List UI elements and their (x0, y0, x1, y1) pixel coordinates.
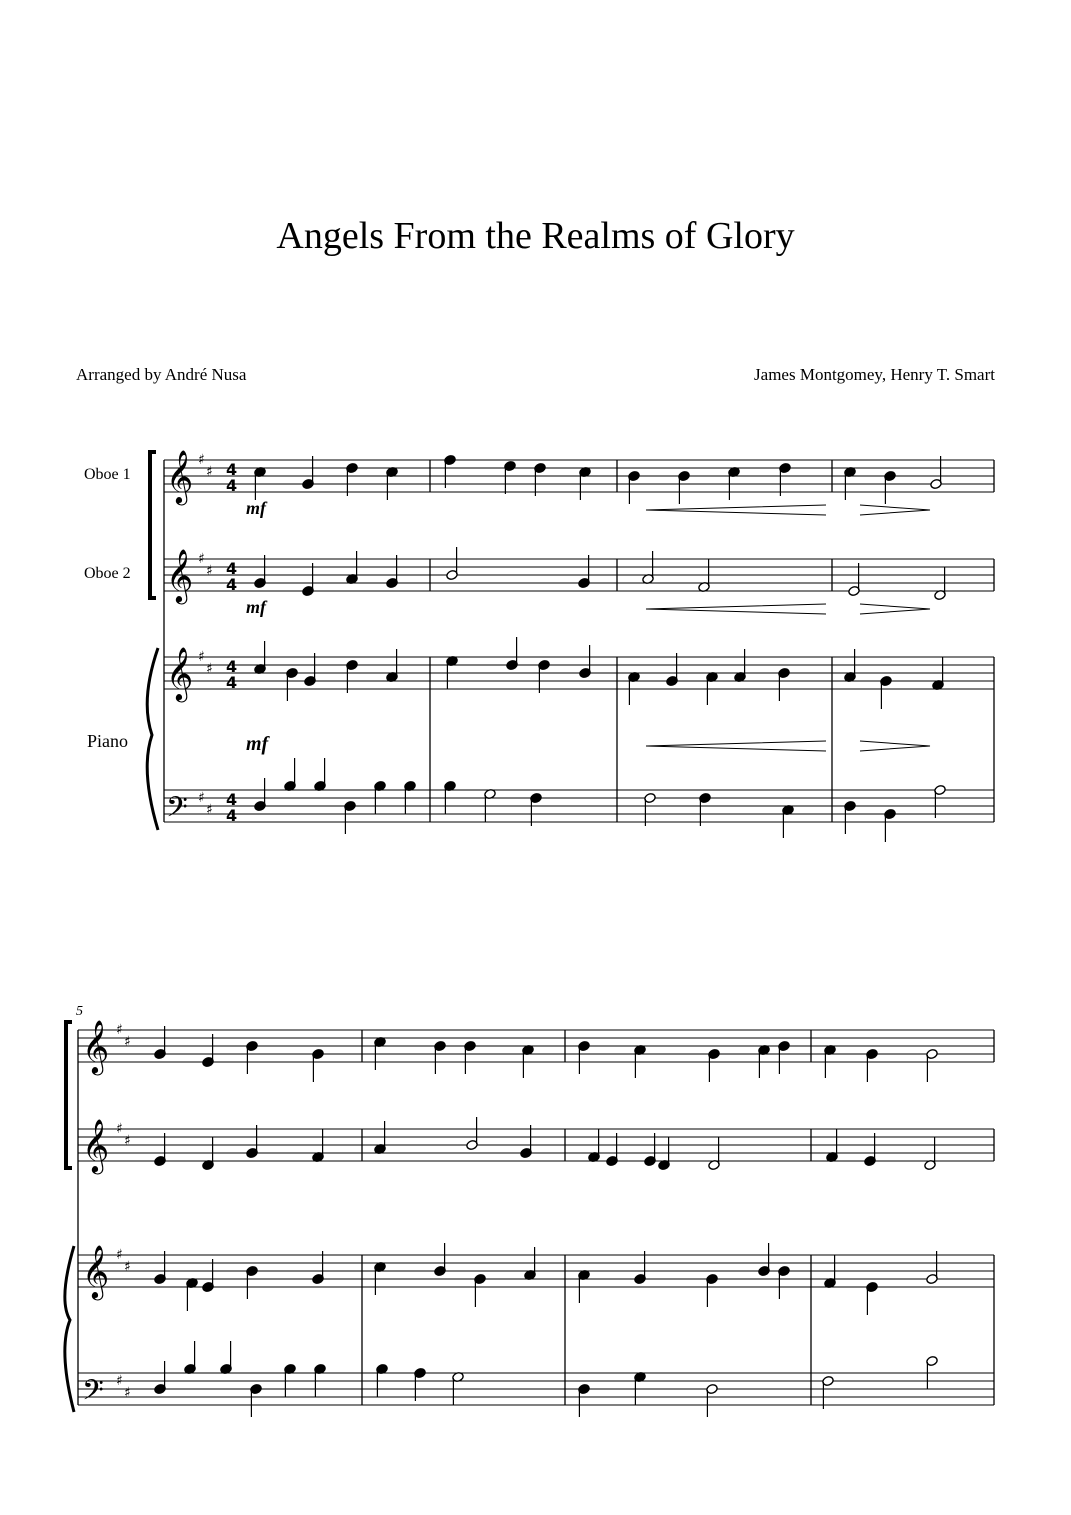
sharp-sign: ♯ (206, 563, 213, 579)
sharp-sign: ♯ (124, 1133, 131, 1149)
staff-bracket (150, 452, 156, 598)
sharp-sign: ♯ (206, 802, 213, 818)
dynamic-mf-oboe-1: mf (246, 498, 266, 518)
time-signature-bottom: 4 (226, 476, 238, 495)
piece-title: Angels From the Realms of Glory (276, 215, 795, 257)
time-signature-top: 4 (226, 657, 238, 676)
arranger-credit: Arranged by André Nusa (76, 365, 247, 384)
sharp-sign: ♯ (206, 464, 213, 480)
bass-clef: 𝄢 (166, 791, 188, 831)
sharp-sign: ♯ (116, 1022, 123, 1038)
sharp-sign: ♯ (124, 1034, 131, 1050)
sharp-sign: ♯ (206, 661, 213, 677)
sharp-sign: ♯ (116, 1247, 123, 1263)
crescendo-hairpin (646, 505, 826, 515)
sharp-sign: ♯ (124, 1259, 131, 1275)
dynamic-mf-piano: mf (246, 733, 269, 755)
crescendo-hairpin (646, 604, 826, 614)
piano-brace (65, 1246, 74, 1412)
measure-number-5: 5 (76, 1004, 83, 1019)
time-signature-bottom: 4 (226, 575, 238, 594)
sharp-sign: ♯ (116, 1373, 123, 1389)
instrument-label-oboe-1: Oboe 1 (84, 466, 131, 483)
instrument-label-oboe-2: Oboe 2 (84, 565, 131, 582)
time-signature-top: 4 (226, 790, 238, 809)
piano-brace (147, 648, 158, 830)
time-signature-bottom: 4 (226, 806, 238, 825)
treble-clef: 𝄞 (166, 449, 194, 503)
treble-clef: 𝄞 (82, 1244, 110, 1298)
time-signature-bottom: 4 (226, 673, 238, 692)
decrescendo-hairpin (860, 741, 930, 751)
treble-clef: 𝄞 (82, 1118, 110, 1172)
treble-clef: 𝄞 (166, 646, 194, 700)
composer-credit: James Montgomey, Henry T. Smart (754, 365, 995, 384)
instrument-label-piano: Piano (87, 731, 129, 751)
sharp-sign: ♯ (198, 452, 205, 468)
time-signature-top: 4 (226, 460, 238, 479)
decrescendo-hairpin (860, 604, 930, 614)
crescendo-hairpin (646, 741, 826, 751)
sharp-sign: ♯ (116, 1121, 123, 1137)
sharp-sign: ♯ (198, 649, 205, 665)
time-signature-top: 4 (226, 559, 238, 578)
treble-clef: 𝄞 (82, 1019, 110, 1073)
sharp-sign: ♯ (198, 551, 205, 567)
sharp-sign: ♯ (198, 790, 205, 806)
dynamic-mf-oboe-2: mf (246, 597, 266, 617)
bass-clef: 𝄢 (82, 1374, 104, 1414)
sharp-sign: ♯ (124, 1385, 131, 1401)
treble-clef: 𝄞 (166, 548, 194, 602)
staff-bracket (66, 1022, 72, 1168)
decrescendo-hairpin (860, 505, 930, 515)
